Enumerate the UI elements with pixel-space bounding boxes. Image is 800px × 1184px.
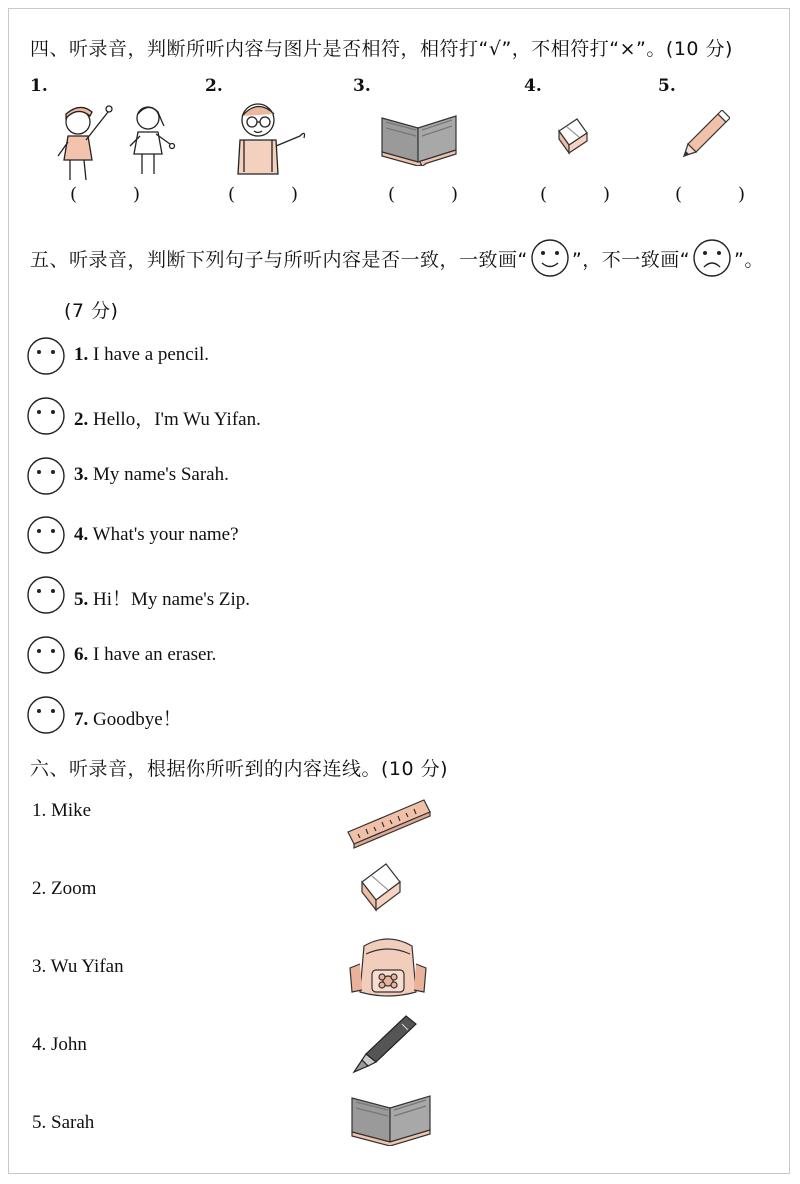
boy-and-girl-waving (50, 92, 180, 184)
statement-text: What's your name? (92, 524, 239, 545)
statement-text: My name's Sarah. (93, 464, 229, 485)
statement-number: 5. (74, 589, 89, 610)
section6-heading: 六、听录音，根据你所听到的内容连线。(10 分) (30, 758, 449, 780)
statement-item (74, 524, 239, 546)
match-name[interactable]: 1. Mike (32, 800, 92, 821)
match-name[interactable]: 3. Wu Yifan (32, 956, 124, 977)
section5-heading-part1: 五、听录音，判断下列句子与所听内容是否一致，一致画“ (30, 248, 528, 271)
section5-heading (30, 238, 764, 278)
answer-blank[interactable] (675, 184, 745, 205)
eraser-icon[interactable] (356, 860, 406, 912)
paren-close: ) (132, 184, 140, 205)
pen-icon[interactable] (350, 1014, 420, 1074)
statement-number: 4. (74, 524, 89, 545)
match-name[interactable]: 5. Sarah (32, 1112, 95, 1133)
section5-heading-part3: ”。 (734, 248, 764, 271)
s4-item-number: 1. (30, 76, 48, 96)
section5-heading-part2: ”，不一致画“ (571, 248, 691, 271)
statement-number: 3. (74, 464, 89, 485)
blank-face-icon[interactable] (26, 515, 66, 555)
statement-item (74, 464, 229, 486)
statement-item (74, 584, 250, 611)
paren-close: ) (290, 184, 298, 205)
statement-text: I have a pencil. (93, 344, 210, 365)
s4-item-number: 4. (524, 76, 542, 96)
statement-number: 1. (74, 344, 89, 365)
statement-item (74, 704, 182, 731)
blank-face-icon[interactable] (26, 336, 66, 376)
section4-heading: 四、听录音，判断所听内容与图片是否相符，相符打“√”，不相符打“×”。(10 分) (30, 38, 733, 60)
statement-number: 7. (74, 709, 89, 730)
blank-face-icon[interactable] (26, 575, 66, 615)
paren-open: ( (228, 184, 236, 205)
statement-item (74, 644, 216, 666)
blank-face-icon[interactable] (26, 456, 66, 496)
blank-face-icon[interactable] (26, 396, 66, 436)
answer-blank[interactable] (228, 184, 298, 205)
blank-face-icon[interactable] (26, 695, 66, 735)
pencil-icon (682, 110, 730, 158)
paren-close: ) (602, 184, 610, 205)
ruler-icon[interactable] (346, 796, 432, 850)
s4-item-number: 5. (658, 76, 676, 96)
statement-number: 2. (74, 409, 89, 430)
answer-blank[interactable] (70, 184, 140, 205)
statement-text: I have an eraser. (93, 644, 217, 665)
sad-face-icon (692, 238, 732, 278)
paren-open: ( (70, 184, 78, 205)
statement-number: 6. (74, 644, 89, 665)
match-name[interactable]: 2. Zoom (32, 878, 97, 899)
statement-item (74, 404, 261, 431)
paren-close: ) (450, 184, 458, 205)
statement-text: Hi！My name's Zip. (93, 589, 250, 610)
match-name[interactable]: 4. John (32, 1034, 87, 1055)
statement-text: Hello，I'm Wu Yifan. (93, 409, 261, 430)
s4-item-number: 3. (353, 76, 371, 96)
s4-item-number: 2. (205, 76, 223, 96)
statement-item (74, 344, 209, 366)
eraser-icon (553, 115, 591, 157)
book-icon[interactable] (348, 1086, 434, 1146)
boy-with-glasses-backpack (228, 94, 310, 176)
answer-blank[interactable] (540, 184, 610, 205)
backpack-icon[interactable] (346, 934, 430, 1000)
smiley-face-icon (530, 238, 570, 278)
statement-text: Goodbye！ (93, 709, 182, 730)
blank-face-icon[interactable] (26, 635, 66, 675)
answer-blank[interactable] (388, 184, 458, 205)
paren-open: ( (388, 184, 396, 205)
paren-open: ( (675, 184, 683, 205)
section5-points: (7 分) (64, 300, 119, 322)
paren-open: ( (540, 184, 548, 205)
book-icon (378, 108, 460, 166)
paren-close: ) (737, 184, 745, 205)
